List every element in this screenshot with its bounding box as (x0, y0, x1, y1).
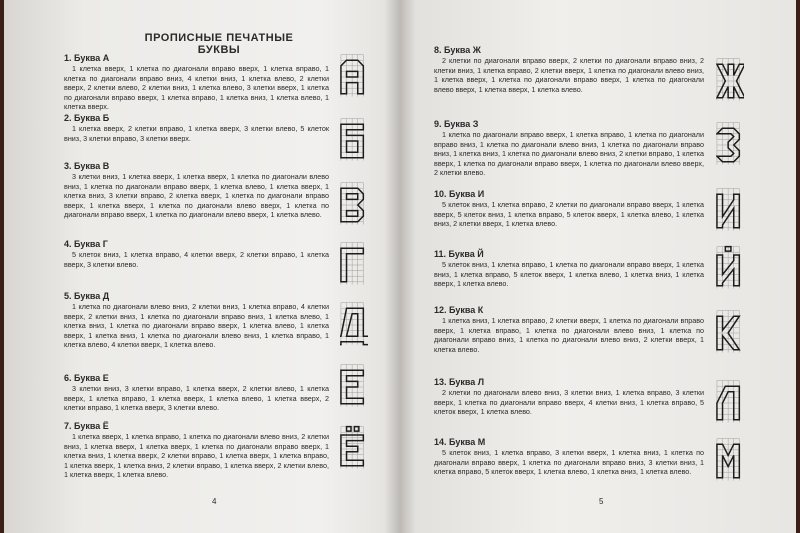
letter-b-grid-icon (340, 116, 368, 166)
entry-title: 7. Буква Ё (64, 421, 109, 431)
entry-body: 1 клетка вверх, 1 клетка вправо, 1 клетка по диагонали влево вниз, 2 клетки вниз, 1 клетка вверх, 1 клетка вверх, 1 клетка по диагонали вправо вверх, 1 клетка вниз, 1 клетка вверх, 2 клетки вправо, 1 клетка вверх, 1 клетка вправо, 1 клетка вверх, 1 клетка вниз, 2 клетки вправо, 1 клетка вверх, 2 клетки влево, 1 клетка вверх, 1 клетка влево. (64, 432, 329, 480)
entry-7 (64, 420, 329, 480)
left-page (44, 0, 364, 533)
entry-title: 11. Буква Й (434, 249, 484, 259)
letter-l-grid-icon (716, 378, 744, 428)
entry-title: 12. Буква К (434, 305, 484, 315)
entry-title: 13. Буква Л (434, 377, 485, 387)
entry-title: 3. Буква В (64, 161, 110, 171)
entry-title: 6. Буква Е (64, 373, 109, 383)
entry-10 (434, 188, 704, 229)
entry-title: 2. Буква Б (64, 113, 110, 123)
right-page (434, 0, 734, 533)
page-number: 5 (599, 497, 604, 506)
letter-i-grid-icon (716, 186, 744, 236)
entry-2 (64, 112, 329, 143)
entry-body: 5 клеток вниз, 1 клетка вправо, 1 клетка по диагонали вправо вверх, 1 клетка вниз, 1 клетка вправо, 5 клеток вверх, 1 клетка влево, 1 клетка вниз, 1 клетка вверх, 1 клетка влево. (434, 260, 704, 289)
letter-d-grid-icon (340, 300, 368, 350)
entry-body: 2 клетки по диагонали влево вниз, 3 клетки вниз, 1 клетка вправо, 3 клетки вверх, 1 клетка по диагонали вправо вверх, 4 клетки вниз, 1 клетка вправо, 5 клеток вверх, 1 клетка влево. (434, 388, 704, 417)
letter-zh-grid-icon (716, 56, 744, 106)
page-number: 4 (212, 497, 217, 506)
entry-body: 1 клетка по диагонали влево вниз, 2 клетки вниз, 1 клетка вправо, 4 клетки вверх, 2 клетки вниз, 1 клетка по диагонали вправо вниз, 1 клетка влево, 1 клетка вниз, 1 клетка по диагонали вправо вверх, 1 клетка влево, 1 клетка вверх, 1 клетка вниз, 1 клетка по диагонали влево вниз, 1 клетка вправо, 1 клетка влево, 4 клетки вверх, 1 клетка влево. (64, 302, 329, 350)
entry-1 (64, 52, 329, 112)
letter-z-grid-icon (716, 120, 744, 170)
entry-body: 5 клеток вниз, 1 клетка вправо, 2 клетки по диагонали вправо вверх, 1 клетка вверх, 5 клеток вниз, 1 клетка вправо, 5 клеток вверх, 1 клетка влево, 1 клетка вниз, 2 клетки вверх, 1 клетка влево. (434, 200, 704, 229)
entry-body: 5 клеток вниз, 1 клетка вправо, 4 клетки вверх, 2 клетки вправо, 1 клетка вверх, 3 клетки влево. (64, 250, 329, 269)
entry-body: 2 клетки по диагонали вправо вверх, 2 клетки по диагонали вправо вниз, 2 клетки вниз, 1 клетка вправо, 2 клетки вверх, 1 клетка по диагонали влево вниз, 1 клетка вверх, 1 клетка по диагонали вправо вверх, 1 клетка по диагонали влево вверх, 1 клетка вверх, 1 клетка влево. (434, 56, 704, 94)
entry-title: 4. Буква Г (64, 239, 108, 249)
letter-e-grid-icon (340, 362, 368, 412)
letter-yo-grid-icon (340, 424, 368, 474)
page-heading: ПРОПИСНЫЕ ПЕЧАТНЫЕ БУКВЫ (144, 32, 294, 56)
letter-v-grid-icon (340, 180, 368, 230)
letter-i-kratkoe-grid-icon (716, 244, 744, 294)
entry-13 (434, 376, 704, 417)
entry-body: 1 клетка вниз, 1 клетка вправо, 2 клетки вверх, 1 клетка по диагонали вправо вверх, 1 клетка вправо, 1 клетка по диагонали влево вниз, 1 клетка по диагонали вправо вниз, 1 клетка по диагонали влево вниз, 2 клетки вверх, 1 клетка влево. (434, 316, 704, 354)
letter-a-grid-icon (340, 52, 368, 102)
entry-4 (64, 238, 329, 269)
letter-k-grid-icon (716, 308, 744, 358)
entry-3 (64, 160, 329, 220)
entry-14 (434, 436, 704, 477)
entry-body: 1 клетка вверх, 2 клетки вправо, 1 клетка вверх, 3 клетки влево, 5 клеток вниз, 3 клетки вправо, 3 клетки вверх. (64, 124, 329, 143)
book-spread (4, 0, 796, 533)
entry-title: 9. Буква З (434, 119, 479, 129)
entry-6 (64, 372, 329, 413)
letter-m-grid-icon (716, 436, 744, 486)
entry-body: 3 клетки вниз, 1 клетка вверх, 1 клетка вверх, 1 клетка по диагонали влево вниз, 1 клетка по диагонали вправо вверх, 1 клетка влево, 1 клетка вверх, 1 клетка вниз, 3 клетки вправо, 2 клетка вверх, 1 клетка по диагонали вправо вверх, 1 клетка вверх, 1 клетка по диагонали влево вверх, 1 клетка по диагонали вправо вверх, 1 клетка по диагонали влево вверх, 1 клетка влево. (64, 172, 329, 220)
letter-g-grid-icon (340, 240, 368, 290)
entry-body: 1 клетка вверх, 1 клетка по диагонали вправо вверх, 1 клетка вправо, 1 клетка по диагонали вправо вниз, 4 клетки вниз, 1 клетка влево, 2 клетки вверх, 2 клетки влево, 2 клетки вниз, 1 клетка влево, 3 клетки вверх, 1 клетка по диагонали вправо вверх, 1 клетка вправо, 1 клетка вниз, 1 клетка влево, 1 клетка вверх. (64, 64, 329, 112)
entry-title: 10. Буква И (434, 189, 485, 199)
entry-11 (434, 248, 704, 289)
entry-9 (434, 118, 704, 178)
entry-title: 5. Буква Д (64, 291, 110, 301)
entry-8 (434, 44, 704, 94)
entry-title: 8. Буква Ж (434, 45, 481, 55)
entry-title: 14. Буква М (434, 437, 486, 447)
entry-title: 1. Буква А (64, 53, 110, 63)
entry-body: 1 клетка по диагонали вправо вверх, 1 клетка вправо, 1 клетка по диагонали вправо вниз, 1 клетка по диагонали влево вниз, 1 клетка по диагонали вправо вниз, 1 клетка вниз, 1 клетка по диагонали влево вниз, 2 клетки вправо, 1 клетка вверх, 1 клетка по диагонали вправо вверх, 1 клетка по диагонали влево вверх, 2 клетки влево. (434, 130, 704, 178)
entry-5 (64, 290, 329, 350)
entry-12 (434, 304, 704, 354)
entry-body: 3 клетки вниз, 3 клетки вправо, 1 клетка вверх, 2 клетки влево, 1 клетка вверх, 1 клетка вправо, 1 клетка вверх, 1 клетка влево, 1 клетка вверх, 2 клетки вправо, 1 клетка вверх, 3 клетки влево. (64, 384, 329, 413)
entry-body: 5 клеток вниз, 1 клетка вправо, 3 клетки вверх, 1 клетка вниз, 1 клетка по диагонали вправо вверх, 1 клетка по диагонали вправо вниз, 3 клетки вниз, 1 клетка вправо, 5 клеток вверх, 1 клетка влево, 1 клетка вниз, 1 клетка влево. (434, 448, 704, 477)
